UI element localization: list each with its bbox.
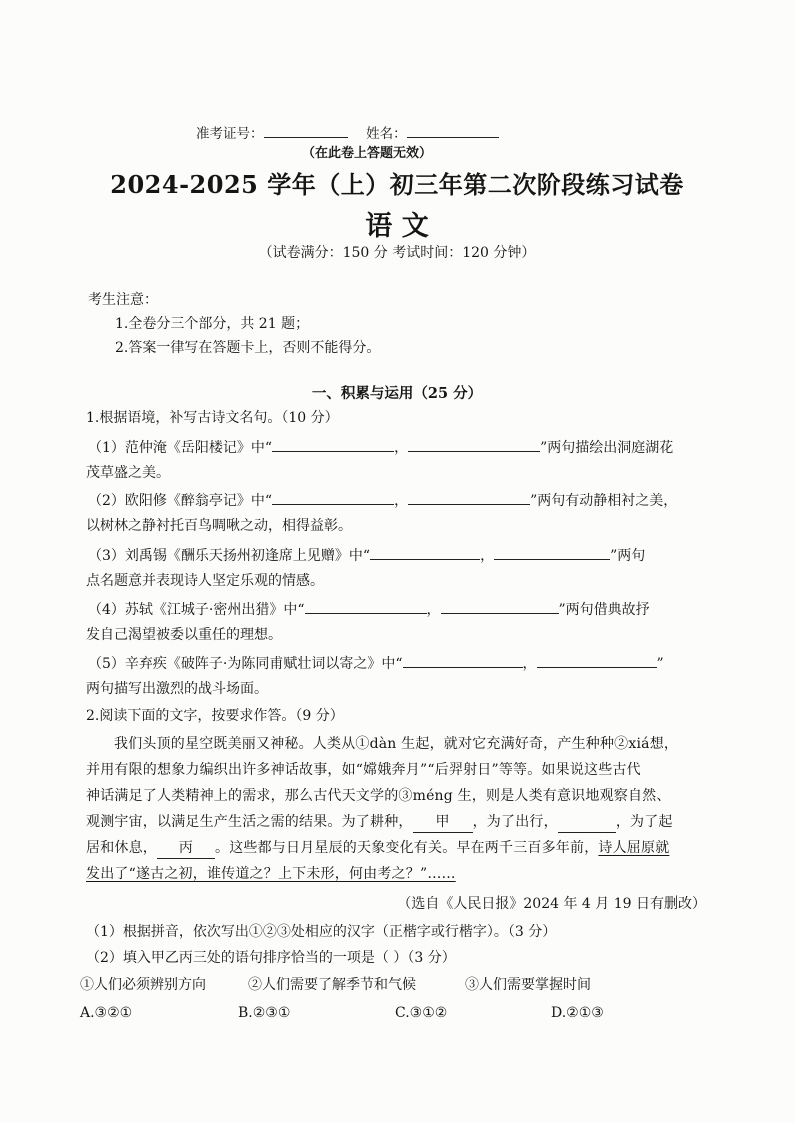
note-item: 2.答案一律写在答题卡上，否则不能得分。 [115,340,381,356]
statement: ③人们需要掌握时间 [465,977,591,993]
exam-id-row [196,122,499,142]
q2-sub-2: （2）填入甲乙丙三处的语句排序恰当的一项是（ ）（3 分） [86,950,456,966]
q1-item-5: （5）辛弃疾《破阵子·为陈同甫赋壮词以寄之》中“ ， ” [88,653,664,674]
statement: ①人们必须辨别方向 [80,977,206,993]
q1-item-5-cont: 两句描写出激烈的战斗场面。 [86,681,268,697]
subject-title: 语 文 [365,211,429,242]
option-d[interactable]: D.②①③ [551,1005,604,1021]
answer-blank[interactable] [272,437,394,452]
note-item: 1.全卷分三个部分，共 21 题； [115,316,310,332]
answer-blank[interactable] [408,437,540,452]
blank-yi[interactable] [558,812,616,833]
option-c[interactable]: C.③①② [395,1005,448,1021]
passage-line: 观测宇宙，以满足生产生活之需的结果。为了耕种， 甲 ，为了出行， ，为了起 [86,812,673,833]
section-title: 一、积累与运用（25 分） [311,385,483,402]
statement: ②人们需要了解季节和气候 [248,977,416,993]
passage-line: 居和休息， 丙 。这些都与日月星辰的天象变化有关。早在两千三百多年前，诗人屈原就 [86,838,669,859]
exam-id-blank[interactable] [264,123,348,138]
passage-line: 并用有限的想象力编织出许多神话故事，如“嫦娥奔月”“后羿射日”等等。如果说这些古代 [86,762,641,778]
answer-blank[interactable] [403,653,523,668]
option-b[interactable]: B.②③① [238,1005,291,1021]
q2-sub-1: （1）根据拼音，依次写出①②③处相应的汉字（正楷字或行楷字）。（3 分） [86,924,557,940]
answer-blank[interactable] [370,545,480,560]
q1-item-1: （1）范仲淹《岳阳楼记》中“ ， ”两句描绘出洞庭湖花 [88,437,673,458]
passage-source: （选自《人民日报》2024 年 4 月 19 日有删改） [397,896,706,912]
answer-blank[interactable] [408,490,530,505]
q1-item-4-cont: 发自己渴望被委以重任的理想。 [86,627,282,643]
answer-blank[interactable] [494,545,610,560]
q1-item-1-cont: 茂草盛之美。 [86,465,170,481]
passage-line: 我们头顶的星空既美丽又神秘。人类从①dàn 生起，就对它充满好奇，产生种种②xiá想， [114,736,679,752]
blank-jia[interactable]: 甲 [413,812,473,833]
answer-blank[interactable] [272,490,394,505]
notes-heading: 考生注意： [88,292,158,308]
blank-bing[interactable]: 丙 [157,838,215,859]
q1-item-3-cont: 点名题意并表现诗人坚定乐观的情感。 [86,573,324,589]
question-2-stem: 2.阅读下面的文字，按要求作答。（9 分） [86,708,344,724]
name-label: 姓名： [366,126,407,142]
page-title: 2024-2025 学年（上）初三年第二次阶段练习试卷 [110,170,684,199]
question-1-stem: 1.根据语境，补写古诗文名句。（10 分） [86,410,339,426]
option-a[interactable]: A.③②① [80,1005,133,1021]
answer-blank[interactable] [305,599,427,614]
passage-line: 神话满足了人类精神上的需求，那么古代天文学的③méng 生，则是人类有意识地观察自然、 [86,788,671,804]
answer-blank[interactable] [441,599,559,614]
q1-item-2: （2）欧阳修《醉翁亭记》中“ ， ”两句有动静相衬之美， [88,490,677,511]
passage-line-underlined: 发出了“遂古之初，谁传道之？上下未形，何由考之？”…… [86,866,456,882]
name-blank[interactable] [407,123,499,138]
q1-item-4: （4）苏轼《江城子·密州出猎》中“ ， ”两句借典故抒 [88,599,650,620]
answer-blank[interactable] [537,653,657,668]
answer-notice: （在此卷上答题无效） [302,146,433,161]
exam-meta: （试卷满分：150 分 考试时间：120 分钟） [258,245,536,261]
q1-item-2-cont: 以树林之静衬托百鸟啁啾之动，相得益彰。 [86,518,352,534]
exam-id-label: 准考证号： [196,126,264,142]
q1-item-3: （3）刘禹锡《酬乐天扬州初逢席上见赠》中“ ， ”两句 [88,545,645,566]
